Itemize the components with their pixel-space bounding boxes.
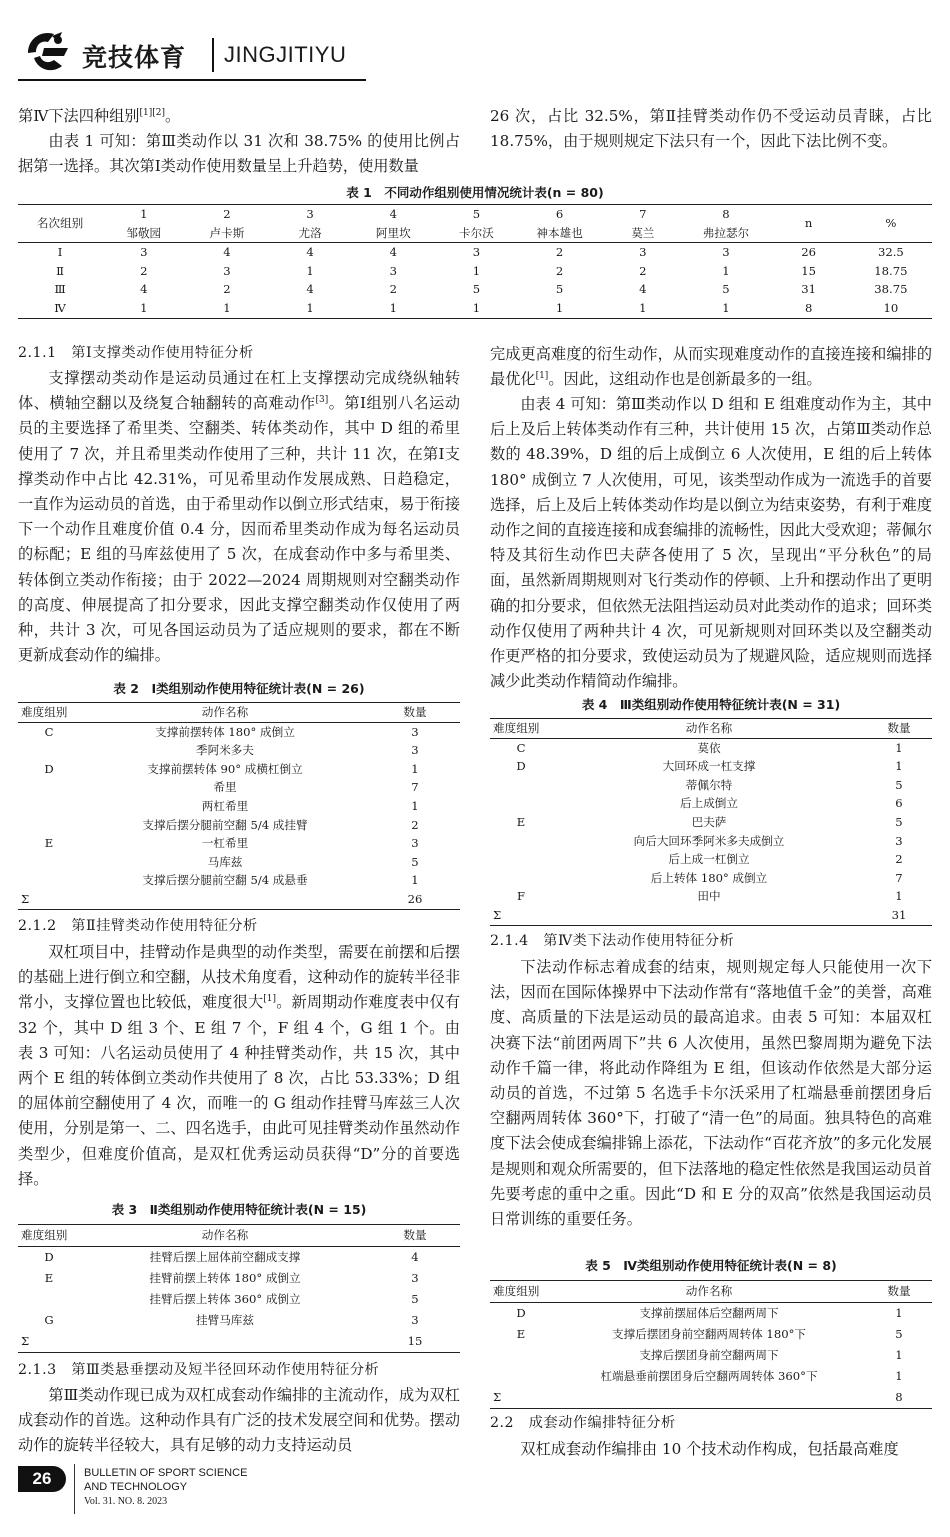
table-row	[18, 1310, 460, 1331]
table-row	[490, 1345, 932, 1366]
table1-summary-paragraph: 由表 1 可知：第Ⅲ类动作以 31 次和 38.75% 的使用比例占据第一选择。其次第Ⅰ类动作使用数量呈上升趋势，使用数量	[18, 132, 460, 176]
table-cell: 支撑前摆转体 90° 成横杠倒立	[147, 761, 303, 776]
table-cell: 2	[555, 245, 564, 260]
table-cell: 2	[895, 852, 903, 867]
table-cell: 挂臂马库兹	[196, 1313, 254, 1327]
section-2-2-paragraph: 双杠成套动作编排由 10 个技术动作构成，包括最高难度	[520, 1440, 899, 1458]
table1-summary-continued: 26 次，占比 32.5%，第Ⅱ挂臂类动作仍不受运动员青睐，占比 18.75%，由于规则规定下法只有一个，因此下法比例不变。	[490, 107, 932, 151]
table-row	[490, 906, 932, 925]
table-cell: E	[516, 1327, 526, 1341]
table-cell: 支撑后摆分腿前空翻 5/4 成悬垂	[142, 873, 308, 888]
table-cell: 31	[801, 282, 817, 297]
footer-journal-line1: BULLETIN OF SPORT SCIENCE	[84, 1467, 248, 1479]
table-row	[18, 280, 932, 299]
table1-caption: 表 1 不同动作组别使用情况统计表(n = 80)	[346, 185, 604, 200]
table-row	[18, 890, 460, 909]
table-cell: D	[516, 1306, 526, 1320]
table-cell: 1	[411, 798, 419, 813]
table-cell: 3	[639, 245, 647, 260]
table-cell: Σ	[490, 906, 552, 925]
table-row	[18, 816, 460, 835]
table-cell	[18, 871, 80, 890]
table-cell: 后上转体 180° 成倒立	[650, 870, 768, 885]
table1-athlete: 邹敬园	[102, 224, 185, 243]
table-cell: 支撑前摆转体 180° 成倒立	[155, 724, 295, 739]
table-cell: 38.75	[874, 282, 908, 297]
table1-athlete: 弗拉瑟尔	[684, 224, 767, 243]
table1	[18, 204, 932, 319]
table-cell: 支撑后摆团身前空翻两周下	[639, 1348, 779, 1362]
table-cell: 7	[411, 780, 419, 795]
table-cell: 4	[389, 245, 397, 260]
table-cell: 1	[411, 873, 419, 888]
table-cell	[18, 741, 80, 760]
table-cell: 希里	[213, 780, 237, 795]
table2-header-name: 动作名称	[80, 703, 370, 723]
table-cell: 8	[866, 1387, 932, 1409]
section-2-1-3-continued: 完成更高难度的衍生动作，从而实现难度动作的直接连接和编排的最优化[1]。因此，这组动作也是创新最多的一组。	[490, 345, 932, 389]
table-row	[18, 262, 932, 281]
table-cell: 1	[411, 761, 419, 776]
table-cell	[18, 853, 80, 872]
table-cell: 3	[411, 1313, 419, 1327]
table-cell: 4	[639, 282, 647, 297]
table-cell: 5	[895, 777, 903, 792]
table-cell: 2	[639, 263, 647, 278]
table-row	[18, 741, 460, 760]
table-row	[18, 871, 460, 890]
table-cell: 马库兹	[207, 854, 243, 869]
table-row	[490, 1324, 932, 1345]
table-cell: Ⅱ	[56, 263, 65, 278]
table-cell: 一杠希里	[201, 836, 249, 851]
table1-pct-header: %	[850, 205, 932, 243]
table-cell: 蒂佩尔特	[685, 777, 733, 792]
table-cell: G	[44, 1313, 54, 1327]
table1-rank: 1	[102, 205, 185, 224]
table-cell: 1	[895, 889, 903, 904]
table-cell	[490, 794, 552, 813]
table-cell: 1	[722, 263, 730, 278]
table-cell: 6	[895, 796, 903, 811]
table-cell: 31	[866, 906, 932, 925]
table-cell: 3	[223, 263, 231, 278]
section-2-1-4-heading: 2.1.4 第Ⅳ类下法动作使用特征分析	[490, 933, 735, 949]
table1-athlete: 莫兰	[601, 224, 684, 243]
table-cell	[490, 869, 552, 888]
table-cell: Ⅰ	[57, 245, 63, 260]
table-cell: Σ	[490, 1387, 552, 1409]
table1-athlete: 阿里坎	[352, 224, 435, 243]
table1-rank: 5	[435, 205, 518, 224]
table-cell: 1	[895, 1369, 903, 1383]
table-row	[490, 832, 932, 851]
table-cell: 杠端悬垂前摆团身后空翻两周转体 360°下	[600, 1369, 818, 1383]
table-cell: 2	[140, 263, 148, 278]
table-cell: 挂臂前摆上转体 180° 成倒立	[149, 1271, 301, 1285]
table-cell: 1	[601, 299, 684, 318]
table-cell: 2	[555, 263, 564, 278]
table-row	[18, 722, 460, 741]
table-cell	[18, 797, 80, 816]
table1-rank: 2	[185, 205, 268, 224]
table3-header-name: 动作名称	[80, 1225, 370, 1247]
table1-rank: 3	[269, 205, 352, 224]
table-cell: E	[44, 836, 54, 851]
section-2-2-heading: 2.2 成套动作编排特征分析	[490, 1415, 676, 1431]
table-row	[490, 1303, 932, 1325]
journal-title-en: JINGJITIYU	[224, 42, 347, 67]
table4	[490, 718, 932, 926]
table-cell: 15	[370, 1331, 460, 1353]
table1-athlete: 卡尔沃	[435, 224, 518, 243]
table-cell: 3	[472, 245, 481, 260]
table-cell: 后上成倒立	[680, 796, 738, 811]
table-cell: 1	[895, 759, 903, 774]
table-row	[490, 869, 932, 888]
table-row	[18, 778, 460, 797]
table-row	[18, 1247, 460, 1269]
table1-rank: 4	[352, 205, 435, 224]
header-rule	[18, 79, 366, 81]
table-row	[490, 850, 932, 869]
table-row	[18, 1268, 460, 1289]
table-cell: 支撑后摆分腿前空翻 5/4 成挂臂	[142, 817, 308, 832]
table-cell: Σ	[18, 1331, 80, 1353]
table-cell: 26	[370, 890, 460, 909]
section-2-1-2-paragraph: 双杠项目中，挂臂动作是典型的动作类型，需要在前摆和后摆的基础上进行倒立和空翻，从技术角度看，这种动作的旋转半径非常小，支撑位置也比较低，难度很大[1]。新周期动作难度表中仅有 32 个，其中 D 组 3 个、E 组 7 个，F 组 4 个，G 组 1 个。由表 3 可知：八名运动员使用了 4 种挂臂类动作，共 15 次，其中两个 E 组的转体倒立类动作共使用了 8 次，占比 53.33%；D 组的屈体前空翻使用了 4 次，而唯一的 G 组动作挂臂马库兹三人次使用，分别是第一、二、四名选手，由此可见挂臂类动作虽然动作类型少，但难度价值高，是双杠优秀运动员获得“D”分的首要选择。	[18, 943, 461, 1188]
table-cell: 1	[684, 299, 767, 318]
table-cell	[18, 816, 80, 835]
table-cell: 向后大回环季阿米多夫成倒立	[633, 833, 785, 848]
table-cell: C	[44, 724, 54, 739]
table3-header-count: 数量	[370, 1225, 460, 1247]
table1-athlete: 卢卡斯	[185, 224, 268, 243]
table-cell: 3	[411, 1271, 419, 1285]
table-row	[490, 757, 932, 776]
table2-header-group: 难度组别	[18, 703, 80, 723]
table-cell: Ⅲ	[54, 282, 66, 297]
table-row	[18, 1289, 460, 1310]
table-row	[490, 813, 932, 832]
table-cell	[18, 1289, 80, 1310]
table1-n-header: n	[768, 205, 850, 243]
table-cell: 3	[140, 245, 148, 260]
section-2-1-3-paragraph: 第Ⅲ类动作现已成为双杠成套动作编排的主流动作，成为双杠成套动作的首选。这种动作具有广泛的技术发展空间和优势。摆动动作的旋转半径较大，具有足够的动力支持运动员	[18, 1386, 460, 1455]
table-cell: 2	[411, 817, 419, 832]
table-cell	[490, 776, 552, 795]
table-cell: 两杠希里	[201, 798, 249, 813]
table-cell: 5	[555, 282, 564, 297]
table-row	[18, 834, 460, 853]
table-cell: 1	[895, 740, 903, 755]
table-cell	[552, 906, 866, 925]
table-cell: 挂臂后摆上转体 360° 成倒立	[149, 1292, 301, 1306]
table-cell: 8	[768, 299, 850, 318]
table-row	[490, 776, 932, 795]
table-cell: 5	[411, 1292, 419, 1306]
table4-header-group: 难度组别	[490, 719, 552, 739]
footer-volume: Vol. 31. NO. 8. 2023	[84, 1496, 168, 1507]
table-row	[490, 1387, 932, 1409]
section-2-1-2-heading: 2.1.2 第Ⅱ挂臂类动作使用特征分析	[18, 918, 258, 934]
section-2-1-4-paragraph: 下法动作标志着成套的结束，规则规定每人只能使用一次下法，因而在国际体操界中下法动作常有“落地值千金”的美誉，高难度、高质量的下法是运动员的最高追求。由表 5 可知：本届双杠决赛下法“前团两周下”共 6 人次使用，虽然巴黎周期为避免下法动作千篇一律，将此动作降组为 E 组，但该动作依然是大部分运动员的首选，不过第 5 名选手卡尔沃采用了杠端悬垂前摆团身后空翻两周转体 360°下，打破了“清一色”的局面。独具特色的高难度下法会使成套编排锦上添花，下法动作“百花齐放”的多元化发展是规则和观众所需要的，但下法落地的稳定性依然是我国运动员首先要考虑的重中之重。因此“D 和 E 分的双高”依然是我国运动员日常训练的重要任务。	[490, 958, 932, 1229]
header	[18, 28, 368, 80]
table-cell: 4	[306, 245, 314, 260]
table1-rank: 8	[684, 205, 767, 224]
table1-rank: 7	[601, 205, 684, 224]
table5	[490, 1280, 932, 1409]
journal-logo-icon	[18, 28, 76, 78]
table-cell: 10	[850, 299, 932, 318]
table1-rank: 6	[518, 205, 601, 224]
table-row	[18, 797, 460, 816]
table-cell: 3	[411, 724, 419, 739]
table-cell: Σ	[18, 890, 80, 909]
table1-group-header: 名次组别	[18, 205, 102, 243]
table4-caption: 表 4 Ⅲ类组别动作使用特征统计表(N = 31)	[581, 697, 841, 712]
table-cell: 莫依	[697, 740, 721, 755]
table-row	[18, 243, 932, 262]
table-cell: F	[516, 889, 526, 904]
table-cell: D	[44, 1250, 54, 1264]
table-cell: 26	[801, 245, 817, 260]
table-cell: Ⅳ	[18, 299, 102, 318]
table-cell: 4	[411, 1250, 419, 1264]
table-cell	[490, 1366, 552, 1387]
table-cell: 3	[411, 743, 419, 758]
table2-header-count: 数量	[370, 703, 460, 723]
table3	[18, 1224, 460, 1353]
section-2-1-1-paragraph: 支撑摆动类动作是运动员通过在杠上支撑摆动完成绕纵轴转体、横轴空翻以及绕复合轴翻转的高难动作[3]。第Ⅰ组别八名运动员的主要选择了希里类、空翻类、转体类动作，其中 D 组的希里使用了 7 次，并且希里类动作使用了三种，共计 11 次，在第Ⅰ支撑类动作中占比 42.31%，可见希里动作发展成熟、日趋稳定，一直作为运动员的首选，由于希里动作以倒立形式结束，易于衔接下一个动作且难度价值 0.4 分，因而希里类动作成为每名运动员的标配；E 组的马库兹使用了 5 次，在成套动作中多与希里类、转体倒立类动作衔接；由于 2022—2024 周期规则对空翻类动作的高度、伸展提高了扣分要求，因此支撑空翻类动作仅使用了两种，共计 3 次，可见各国运动员为了适应规则的要求，都在不断更新成套动作的编排。	[18, 369, 461, 665]
table-cell: 支撑后摆团身前空翻两周转体 180°下	[612, 1327, 806, 1341]
table-cell	[18, 778, 80, 797]
table-cell: 1	[435, 299, 518, 318]
table-cell	[80, 1331, 370, 1353]
table-cell: 3	[389, 263, 397, 278]
table2-caption: 表 2 Ⅰ类组别动作使用特征统计表(N = 26)	[113, 681, 365, 696]
table-cell: 1	[472, 263, 481, 278]
table-row	[18, 1331, 460, 1353]
table-cell: 田中	[697, 889, 721, 904]
table-cell: 1	[352, 299, 435, 318]
table1-athlete: 神本雄也	[518, 224, 601, 243]
table-cell: 巴夫萨	[691, 814, 727, 829]
table-cell	[80, 890, 370, 909]
table-cell: E	[44, 1271, 54, 1285]
table1-athlete: 尤洛	[269, 224, 352, 243]
table-cell: 3	[722, 245, 730, 260]
table4-discussion-paragraph: 由表 4 可知：第Ⅲ类动作以 D 组和 E 组难度动作为主，其中后上及后上转体类动作有三种，共计使用 15 次，占第Ⅲ类动作总数的 48.39%，D 组的后上成倒立 6 人次使用，E 组的后上转体 180° 成倒立 7 人次使用，可见，该类型动作成为一流选手的首要选择，后上及后上转体类动作均是以倒立为结束姿势，有利于难度动作之间的直接连接和成套编排的流畅性，因此大受欢迎；蒂佩尔特及其衍生动作巴夫萨各使用了 5 次，呈现出“平分秋色”的局面，虽然新周期规则对飞行类动作的停顿、上升和摆动作出了更明确的扣分要求，但依然无法阻挡运动员对此类动作的追求；回环类动作仅使用了两种共计 4 次，可见新规则对回环类以及空翻类动作更严格的扣分要求，致使运动员为了规避风险，适应规则而选择减少此类动作精简动作编排。	[490, 395, 932, 691]
table4-header-name: 动作名称	[552, 719, 866, 739]
table-cell: 支撑前摆屈体后空翻两周下	[639, 1306, 779, 1320]
table-cell: 后上成一杠倒立	[668, 852, 750, 867]
table5-caption: 表 5 Ⅳ类组别动作使用特征统计表(N = 8)	[585, 1258, 837, 1273]
table4-header-count: 数量	[866, 719, 932, 739]
table-cell: 1	[185, 299, 268, 318]
table-cell: 5	[472, 282, 481, 297]
table-row	[18, 853, 460, 872]
header-divider	[212, 38, 214, 72]
table-cell: 18.75	[874, 263, 908, 278]
table-cell: 1	[102, 299, 185, 318]
footer-journal-line2: AND TECHNOLOGY	[84, 1481, 188, 1493]
table-cell: 15	[801, 263, 817, 278]
intro-paragraph-end: 第Ⅳ下法四种组别[1][2]。	[18, 107, 181, 125]
table-cell: 5	[722, 282, 730, 297]
table-cell: 1	[269, 299, 352, 318]
footer-divider	[74, 1464, 75, 1514]
page-number: 26	[32, 1469, 52, 1488]
section-2-1-1-heading: 2.1.1 第Ⅰ支撑类动作使用特征分析	[18, 345, 254, 361]
table2	[18, 702, 460, 910]
section-2-1-3-heading: 2.1.3 第Ⅲ类悬垂摆动及短半径回环动作使用特征分析	[18, 1362, 380, 1378]
table-cell: 5	[895, 1327, 903, 1341]
table-cell: 7	[895, 870, 903, 885]
table-row	[18, 760, 460, 779]
table5-header-count: 数量	[866, 1281, 932, 1303]
table-cell: 5	[895, 814, 903, 829]
footer-journal-name	[84, 1466, 247, 1509]
table-cell: 4	[140, 282, 148, 297]
table-cell: 5	[411, 854, 419, 869]
table-cell: 1	[306, 263, 314, 278]
table-cell: 季阿米多夫	[196, 743, 254, 758]
table-cell: 3	[895, 833, 903, 848]
table-cell	[552, 1387, 866, 1409]
table5-header-name: 动作名称	[552, 1281, 866, 1303]
table3-caption: 表 3 Ⅱ类组别动作使用特征统计表(N = 15)	[111, 1202, 367, 1217]
table-row	[490, 794, 932, 813]
table-cell: 4	[306, 282, 314, 297]
table-cell	[490, 832, 552, 851]
table-cell: 挂臂后摆上屈体前空翻成支撑	[149, 1250, 301, 1264]
table-cell: 32.5	[877, 245, 904, 260]
table-cell: E	[516, 814, 526, 829]
table-row	[18, 299, 932, 318]
table-cell: 2	[389, 282, 397, 297]
table-cell: 大回环成一杠支撑	[662, 759, 756, 774]
table-cell: 3	[411, 836, 419, 851]
table-cell: D	[516, 759, 526, 774]
table-cell: 1	[895, 1306, 903, 1320]
table-cell: D	[44, 761, 54, 776]
journal-title: 竞技体育	[82, 43, 187, 72]
table-cell: C	[516, 740, 526, 755]
table-cell: 2	[223, 282, 231, 297]
table-row	[490, 1366, 932, 1387]
table-row	[490, 887, 932, 906]
table-cell	[490, 850, 552, 869]
table-cell: 1	[518, 299, 601, 318]
table-row	[490, 738, 932, 757]
table-cell	[490, 1345, 552, 1366]
table-cell: 1	[895, 1348, 903, 1362]
table-cell: 4	[223, 245, 231, 260]
table5-header-group: 难度组别	[490, 1281, 552, 1303]
table3-header-group: 难度组别	[18, 1225, 80, 1247]
